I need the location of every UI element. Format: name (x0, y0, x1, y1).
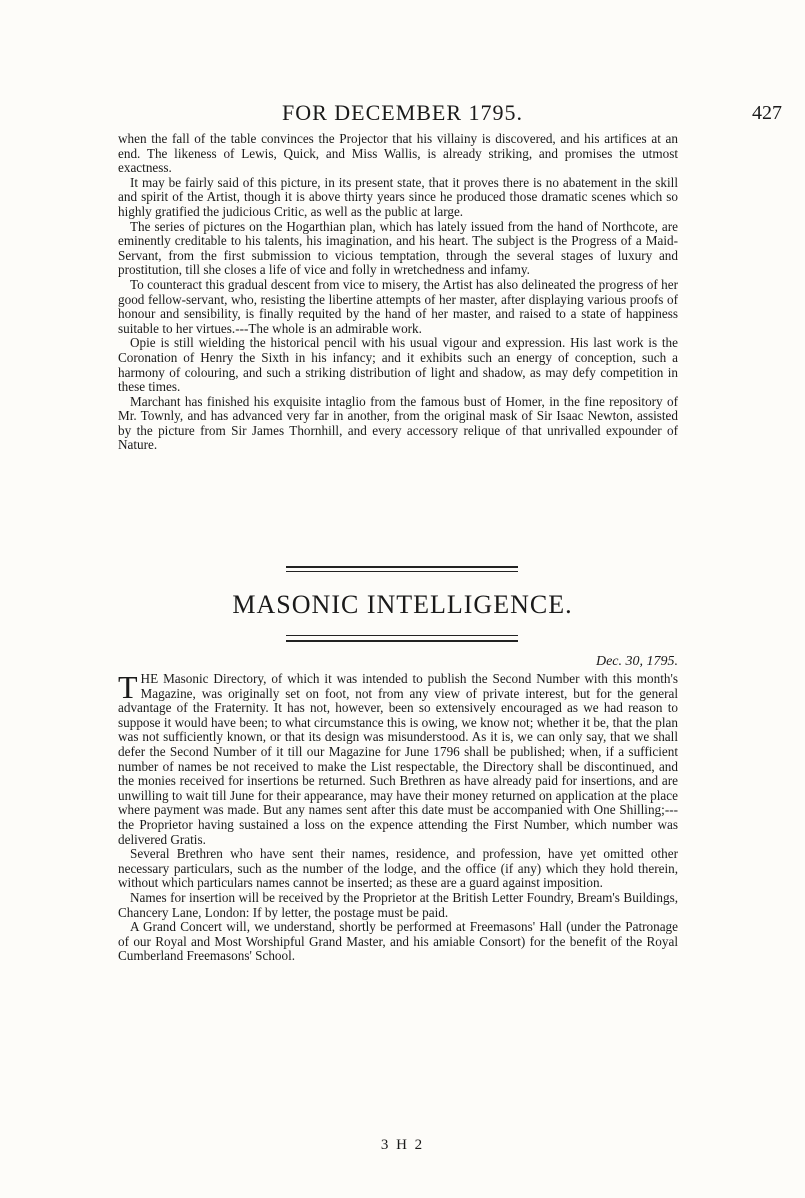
paragraph: Marchant has finished his exquisite intaglio from the famous bust of Homer, in the fine repository of Mr. Townly, and has advanced very far in another, from the original mask of Sir Isaac Newton, assisted by the picture from Sir James Thornhill, and every accessory relique of that unrivalled expounder of Nature. (118, 393, 678, 453)
drop-cap: T (118, 669, 138, 705)
section-title: MASONIC INTELLIGENCE. (232, 590, 573, 619)
article-continuation (118, 132, 678, 453)
signature-mark: 3 H 2 (380, 1137, 425, 1153)
dateline: Dec. 30, 1795. (595, 654, 678, 669)
paragraph: To counteract this gradual descent from vice to misery, the Artist has also delineated the progress of her good fellow-servant, who, resisting the libertine attempts of her master, after displaying various proofs of honour and sensibility, is finally requited by the hand of her master, and raised to a state of happiness suitable to her virtues.---The whole is an admirable work. (118, 276, 678, 336)
running-head: FOR DECEMBER 1795. (281, 100, 524, 125)
paragraph: when the fall of the table convinces the Projector that his villainy is discovered, and his artifices at an end. The likeness of Lewis, Quick, and Miss Wallis, is already striking, and promises the utmost exactness. (118, 131, 678, 176)
title-rule (286, 640, 518, 642)
section-rule (286, 566, 518, 568)
title-rule (286, 635, 518, 636)
masonic-article (118, 669, 678, 964)
paragraph: It may be fairly said of this picture, in its present state, that it proves there is no abatement in the skill and spirit of the Artist, though it is above thirty years since he produced those dramatic scenes which so highly gratified the judicious Critic, as well as the public at large. (118, 174, 678, 219)
paragraph: Opie is still wielding the historical pencil with his usual vigour and expression. His last work is the Coronation of Henry the Sixth in his infancy; and it exhibits such an energy of conception, such a harmony of colouring, and such a striking distribution of light and shadow, as may defy competition in these times. (118, 335, 678, 395)
page-number: 427 (752, 102, 782, 124)
paragraph: The series of pictures on the Hogarthian plan, which has lately issued from the hand of Northcote, are eminently creditable to his talents, his imagination, and his heart. The subject is the Progress of a Maid-Servant, from the first submission to vicious temptation, through the several stages of luxury and prostitution, till she closes a life of vice and folly in wretchedness and infamy. (118, 218, 678, 278)
paragraph: Several Brethren who have sent their names, residence, and profession, have yet omitted other necessary particulars, such as the number of the lodge, and the office (if any) which they hold therein, without which particulars names cannot be inserted; as these are a guard against imposition. (118, 846, 678, 891)
section-rule (286, 571, 518, 572)
paragraph: A Grand Concert will, we understand, shortly be performed at Freemasons' Hall (under the Patronage of our Royal and Most Worshipful Grand Master, and his amiable Consort) for the benefit of the Royal Cumberland Freemasons' School. (118, 919, 678, 964)
paragraph: Names for insertion will be received by the Proprietor at the British Letter Foundry, Bream's Buildings, Chancery Lane, London: If by letter, the postage must be paid. (118, 889, 678, 920)
paragraph-text: HE Masonic Directory, of which it was intended to publish the Second Number with this month's Magazine, was originally set on foot, not from any view of private interest, but for the general advantage of the Fraternity. It has not, however, been so extensively encouraged as we had reason to suppose it would have been; to what circumstance this is owing, we know not; whether it be, that the plan was not sufficiently known, or that its design was misunderstood. As it is, we can only say, that we shall defer the Second Number of it till our Magazine for June 1796 shall be published; when, if a sufficient number of names be not received to make the List respectable, the Directory shall be discontinued, and the monies received for insertions be returned. Such Brethren as have already paid for insertions, and are unwilling to wait till June for their appearance, may have their money returned on application at the place where payment was made. But any names sent after this date must be accompanied with One Shilling;---the Proprietor having sustained a loss on the expence attending the First Number, which number was delivered Gratis. (118, 671, 678, 847)
paragraph (118, 669, 678, 847)
